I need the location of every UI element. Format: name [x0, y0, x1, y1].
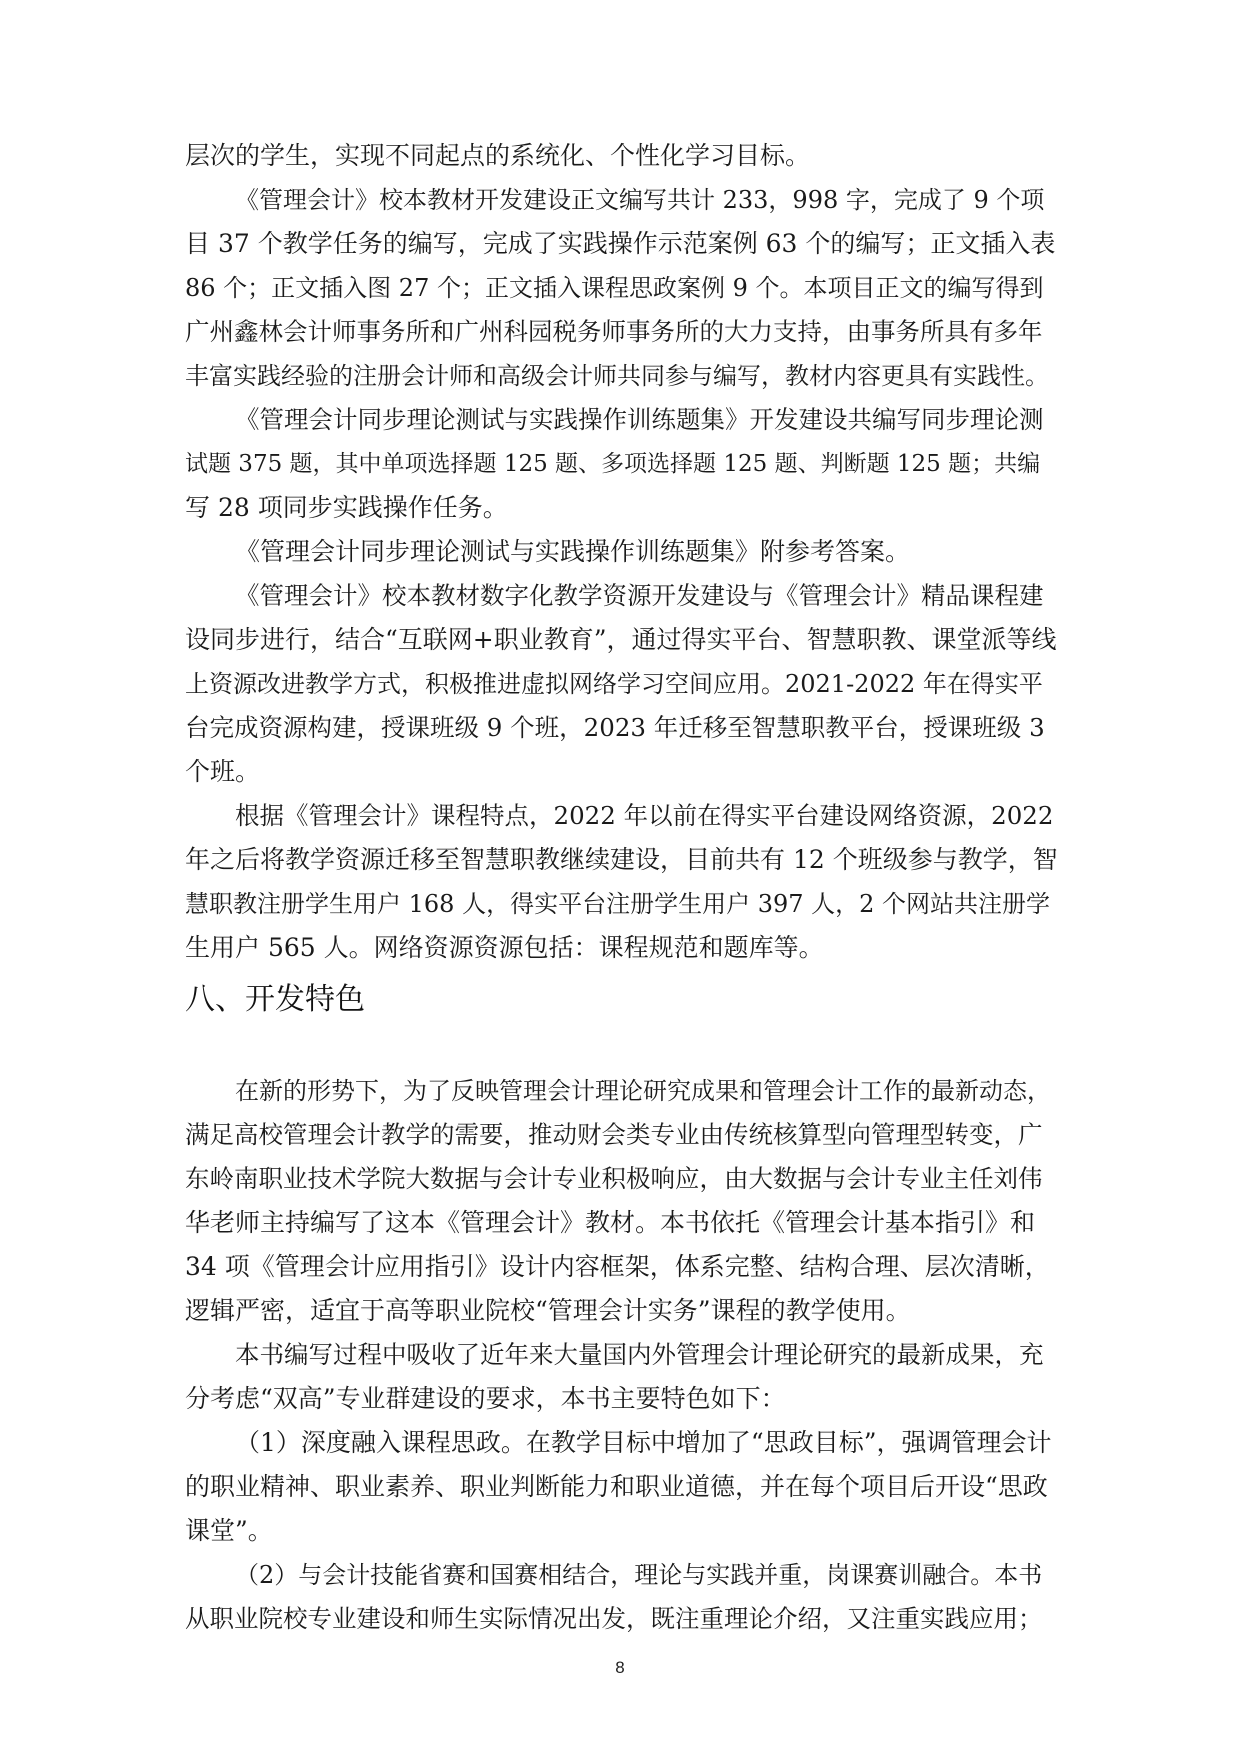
text-line: 层次的学生，实现不同起点的系统化、个性化学习目标。: [185, 141, 811, 170]
text-line: 课堂”。: [185, 1516, 273, 1545]
text-line: 86 个；正文插入图 27 个；正文插入课程思政案例 9 个。本项目正文的编写得到: [185, 274, 1044, 302]
text-line: 写 28 项同步实践操作任务。: [185, 493, 508, 522]
text-line: 上资源改进教学方式，积极推进虚拟网络学习空间应用。2021-2022 年在得实平: [185, 670, 1043, 698]
text-line: 《管理会计》校本教材开发建设正文编写共计 233，998 字，完成了 9 个项: [235, 186, 1045, 214]
text-line: 从职业院校专业建设和师生实际情况出发，既注重理论介绍，又注重实践应用；: [185, 1604, 1043, 1633]
text-line: 试题 375 题，其中单项选择题 125 题、多项选择题 125 题、判断题 125 题；共编: [185, 451, 1041, 477]
text-line: （1）深度融入课程思政。在教学目标中增加了“思政目标”，强调管理会计: [235, 1428, 1052, 1457]
text-line: 生用户 565 人。网络资源资源包括：课程规范和题库等。: [185, 933, 824, 962]
text-line: 目 37 个教学任务的编写，完成了实践操作示范案例 63 个的编写；正文插入表: [185, 229, 1056, 258]
text-line: 在新的形势下，为了反映管理会计理论研究成果和管理会计工作的最新动态，: [235, 1077, 1051, 1105]
text-line: 34 项《管理会计应用指引》设计内容框架，体系完整、结构合理、层次清晰，: [185, 1252, 1050, 1281]
text-line: 根据《管理会计》课程特点，2022 年以前在得实平台建设网络资源，2022: [235, 801, 1054, 830]
text-line: 广州鑫林会计师事务所和广州科园税务师事务所的大力支持，由事务所具有多年: [185, 317, 1043, 346]
text-line: 逻辑严密，适宜于高等职业院校“管理会计实务”课程的教学使用。: [185, 1296, 911, 1325]
text-line: 华老师主持编写了这本《管理会计》教材。本书依托《管理会计基本指引》和: [185, 1208, 1036, 1237]
text-line: 《管理会计同步理论测试与实践操作训练题集》开发建设共编写同步理论测: [235, 405, 1044, 434]
text-line: 东岭南职业技术学院大数据与会计专业积极响应，由大数据与会计专业主任刘伟: [185, 1164, 1043, 1193]
text-line: 的职业精神、职业素养、职业判断能力和职业道德，并在每个项目后开设“思政: [185, 1472, 1048, 1501]
section-heading: 八、开发特色: [185, 982, 365, 1017]
text-line: （2）与会计技能省赛和国赛相结合，理论与实践并重，岗课赛训融合。本书: [235, 1561, 1043, 1589]
text-line: 设同步进行，结合“互联网+职业教育”，通过得实平台、智慧职教、课堂派等线: [185, 625, 1057, 654]
text-line: 个班。: [185, 757, 261, 786]
text-line: 分考虑“双高”专业群建设的要求，本书主要特色如下：: [185, 1384, 786, 1413]
page-number: 8: [615, 1658, 625, 1677]
text-line: 慧职教注册学生用户 168 人，得实平台注册学生用户 397 人，2 个网站共注册学: [185, 890, 1051, 918]
text-line: 本书编写过程中吸收了近年来大量国内外管理会计理论研究的最新成果，充: [235, 1340, 1044, 1369]
text-line: 台完成资源构建，授课班级 9 个班，2023 年迁移至智慧职教平台，授课班级 3: [185, 713, 1045, 742]
text-line: 丰富实践经验的注册会计师和高级会计师共同参与编写，教材内容更具有实践性。: [185, 362, 1049, 390]
text-line: 《管理会计同步理论测试与实践操作训练题集》附参考答案。: [235, 537, 911, 566]
text-line: 《管理会计》校本教材数字化教学资源开发建设与《管理会计》精品课程建: [235, 581, 1044, 610]
text-line: 满足高校管理会计教学的需要，推动财会类专业由传统核算型向管理型转变，广: [185, 1120, 1043, 1149]
text-line: 年之后将教学资源迁移至智慧职教继续建设，目前共有 12 个班级参与教学，智: [185, 845, 1058, 874]
